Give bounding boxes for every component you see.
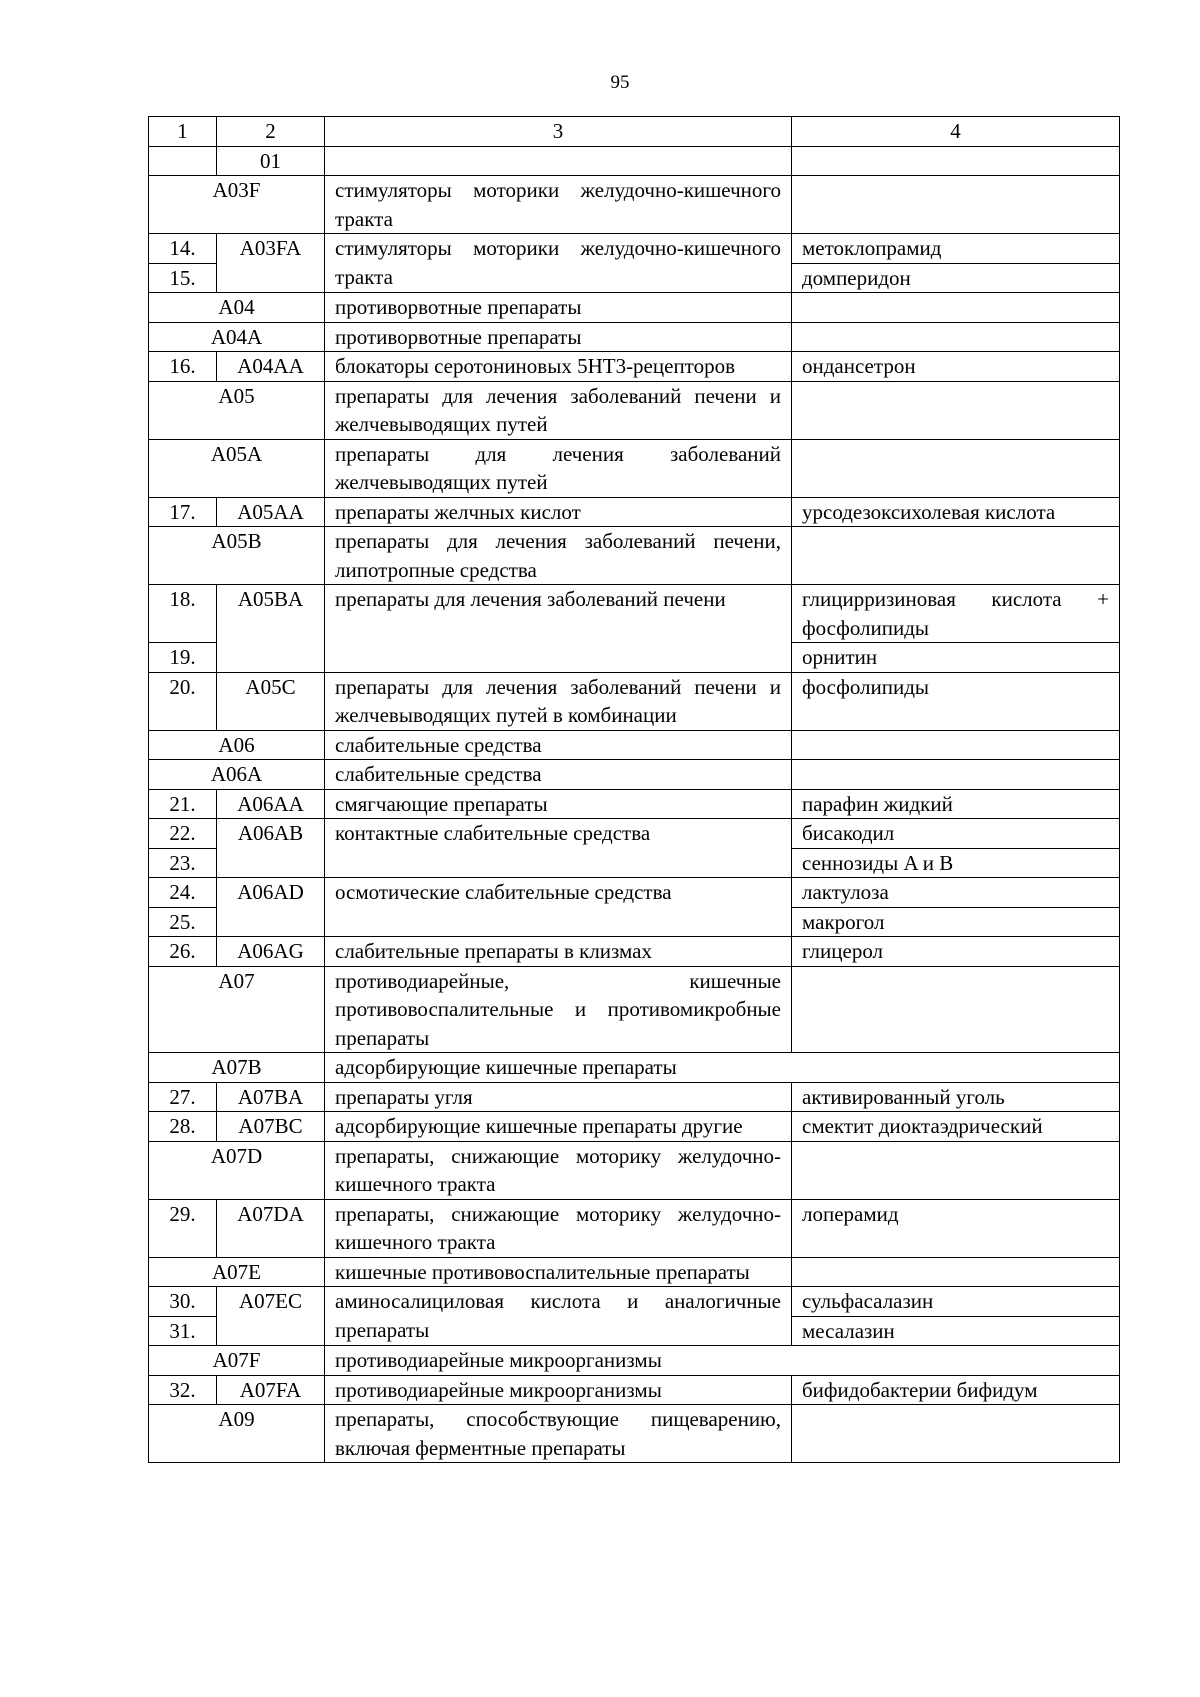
atc-code: A07BA — [217, 1082, 325, 1112]
table-row — [149, 1053, 1120, 1083]
group-description: противодиарейные микроорганизмы — [325, 1346, 1120, 1376]
table-row — [149, 878, 1120, 908]
drug-name: активированный уголь — [792, 1082, 1120, 1112]
group-description: стимуляторы моторики желудочно-кишечного тракта — [325, 176, 792, 234]
table-row — [149, 1287, 1120, 1317]
atc-code: 01 — [217, 146, 325, 176]
group-description: контактные слабительные средства — [325, 819, 792, 878]
table-row — [149, 760, 1120, 790]
row-number: 32. — [149, 1375, 217, 1405]
row-number: 21. — [149, 789, 217, 819]
table-row — [149, 146, 1120, 176]
group-description: препараты, способствующие пищеварению, включая ферментные препараты — [325, 1405, 792, 1463]
group-description: адсорбирующие кишечные препараты другие — [325, 1112, 792, 1142]
drug-name: глицирризиновая кислота + фосфолипиды — [792, 585, 1120, 643]
drug-name: парафин жидкий — [792, 789, 1120, 819]
drug-name: глицерол — [792, 937, 1120, 967]
row-number: 25. — [149, 907, 217, 937]
row-number: 24. — [149, 878, 217, 908]
group-description: препараты для лечения заболеваний печени — [325, 585, 792, 673]
atc-code: A07BC — [217, 1112, 325, 1142]
row-number — [149, 146, 217, 176]
row-number: 14. — [149, 234, 217, 264]
atc-code: A06AA — [217, 789, 325, 819]
row-number: 18. — [149, 585, 217, 643]
drug-name — [792, 381, 1120, 439]
atc-code: A06AB — [217, 819, 325, 878]
atc-code: A07EC — [217, 1287, 325, 1346]
table-row — [149, 585, 1120, 643]
table-row — [149, 1257, 1120, 1287]
drug-name: метоклопрамид — [792, 234, 1120, 264]
atc-code: A06AD — [217, 878, 325, 937]
column-header: 3 — [325, 117, 792, 147]
group-description: препараты для лечения заболеваний печени и желчевыводящих путей в комбинации — [325, 672, 792, 730]
drug-name — [792, 760, 1120, 790]
table-row — [149, 322, 1120, 352]
group-description: противорвотные препараты — [325, 293, 792, 323]
atc-code: A07D — [149, 1141, 325, 1199]
atc-code: A06 — [149, 730, 325, 760]
atc-code: A04A — [149, 322, 325, 352]
table-row — [149, 1346, 1120, 1376]
drug-name: ондансетрон — [792, 352, 1120, 382]
table-row — [149, 1375, 1120, 1405]
group-description: аминосалициловая кислота и аналогичные препараты — [325, 1287, 792, 1346]
drug-name: бифидобактерии бифидум — [792, 1375, 1120, 1405]
atc-code: A04AA — [217, 352, 325, 382]
drug-name — [792, 293, 1120, 323]
table-row — [149, 730, 1120, 760]
drug-name — [792, 322, 1120, 352]
drug-name: макрогол — [792, 907, 1120, 937]
group-description: смягчающие препараты — [325, 789, 792, 819]
atc-code: A07 — [149, 966, 325, 1053]
drug-name — [792, 966, 1120, 1053]
group-description: осмотические слабительные средства — [325, 878, 792, 937]
drug-name: бисакодил — [792, 819, 1120, 849]
row-number: 22. — [149, 819, 217, 849]
drug-name — [792, 146, 1120, 176]
drug-name — [792, 439, 1120, 497]
group-description: слабительные препараты в клизмах — [325, 937, 792, 967]
row-number: 19. — [149, 643, 217, 673]
group-description: слабительные средства — [325, 730, 792, 760]
group-description: противодиарейные микроорганизмы — [325, 1375, 792, 1405]
drug-name: смектит диоктаэдрический — [792, 1112, 1120, 1142]
atc-code: A07B — [149, 1053, 325, 1083]
table-row — [149, 1082, 1120, 1112]
group-description: препараты для лечения заболеваний печени и желчевыводящих путей — [325, 381, 792, 439]
table-row — [149, 527, 1120, 585]
atc-code: A05C — [217, 672, 325, 730]
drug-name: сульфасалазин — [792, 1287, 1120, 1317]
column-header: 1 — [149, 117, 217, 147]
row-number: 28. — [149, 1112, 217, 1142]
group-description: препараты угля — [325, 1082, 792, 1112]
atc-code: A05 — [149, 381, 325, 439]
table-row — [149, 352, 1120, 382]
row-number: 27. — [149, 1082, 217, 1112]
group-description: кишечные противовоспалительные препараты — [325, 1257, 792, 1287]
table-row — [149, 1199, 1120, 1257]
atc-code: A05B — [149, 527, 325, 585]
group-description: блокаторы серотониновых 5HT3-рецепторов — [325, 352, 792, 382]
column-header: 4 — [792, 117, 1120, 147]
column-header: 2 — [217, 117, 325, 147]
atc-code: A07FA — [217, 1375, 325, 1405]
table-row — [149, 819, 1120, 849]
table-row — [149, 176, 1120, 234]
drug-name — [792, 1405, 1120, 1463]
drug-name: домперидон — [792, 263, 1120, 293]
drug-name — [792, 1257, 1120, 1287]
group-description: препараты, снижающие моторику желудочно-кишечного тракта — [325, 1141, 792, 1199]
row-number: 20. — [149, 672, 217, 730]
row-number: 16. — [149, 352, 217, 382]
drug-name: месалазин — [792, 1316, 1120, 1346]
atc-code: A07DA — [217, 1199, 325, 1257]
group-description: слабительные средства — [325, 760, 792, 790]
atc-code: A07E — [149, 1257, 325, 1287]
table-row — [149, 937, 1120, 967]
table-row — [149, 1141, 1120, 1199]
group-description: противодиарейные, кишечные противовоспалительные и противомикробные препараты — [325, 966, 792, 1053]
page-number: 95 — [610, 72, 630, 93]
atc-code: A03F — [149, 176, 325, 234]
table-row — [149, 293, 1120, 323]
row-number: 31. — [149, 1316, 217, 1346]
drug-name — [792, 527, 1120, 585]
group-description: препараты для лечения заболеваний печени, липотропные средства — [325, 527, 792, 585]
table-row — [149, 1405, 1120, 1463]
table-row — [149, 672, 1120, 730]
drug-classification-table — [148, 116, 1120, 1463]
table-row — [149, 497, 1120, 527]
row-number: 15. — [149, 263, 217, 293]
table-row — [149, 966, 1120, 1053]
row-number: 29. — [149, 1199, 217, 1257]
row-number: 17. — [149, 497, 217, 527]
group-description: препараты желчных кислот — [325, 497, 792, 527]
atc-code: A03FA — [217, 234, 325, 293]
drug-name: лактулоза — [792, 878, 1120, 908]
row-number: 23. — [149, 848, 217, 878]
table-row — [149, 234, 1120, 264]
table-row — [149, 789, 1120, 819]
atc-code: A07F — [149, 1346, 325, 1376]
atc-code: A05A — [149, 439, 325, 497]
group-description: препараты для лечения заболеваний желчевыводящих путей — [325, 439, 792, 497]
drug-name — [792, 1141, 1120, 1199]
atc-code: A06A — [149, 760, 325, 790]
atc-code: A05BA — [217, 585, 325, 673]
table-header-row — [149, 117, 1120, 147]
drug-name: урсодезоксихолевая кислота — [792, 497, 1120, 527]
drug-name: лоперамид — [792, 1199, 1120, 1257]
row-number: 26. — [149, 937, 217, 967]
group-description — [325, 146, 792, 176]
atc-code: A09 — [149, 1405, 325, 1463]
drug-name: орнитин — [792, 643, 1120, 673]
table-row — [149, 439, 1120, 497]
atc-code: A05AA — [217, 497, 325, 527]
atc-code: A06AG — [217, 937, 325, 967]
drug-name — [792, 176, 1120, 234]
atc-code: A04 — [149, 293, 325, 323]
group-description: стимуляторы моторики желудочно-кишечного тракта — [325, 234, 792, 293]
group-description: противорвотные препараты — [325, 322, 792, 352]
row-number: 30. — [149, 1287, 217, 1317]
group-description: адсорбирующие кишечные препараты — [325, 1053, 1120, 1083]
drug-name: фосфолипиды — [792, 672, 1120, 730]
table-row — [149, 381, 1120, 439]
group-description: препараты, снижающие моторику желудочно-кишечного тракта — [325, 1199, 792, 1257]
drug-name — [792, 730, 1120, 760]
drug-name: сеннозиды A и B — [792, 848, 1120, 878]
table-row — [149, 1112, 1120, 1142]
